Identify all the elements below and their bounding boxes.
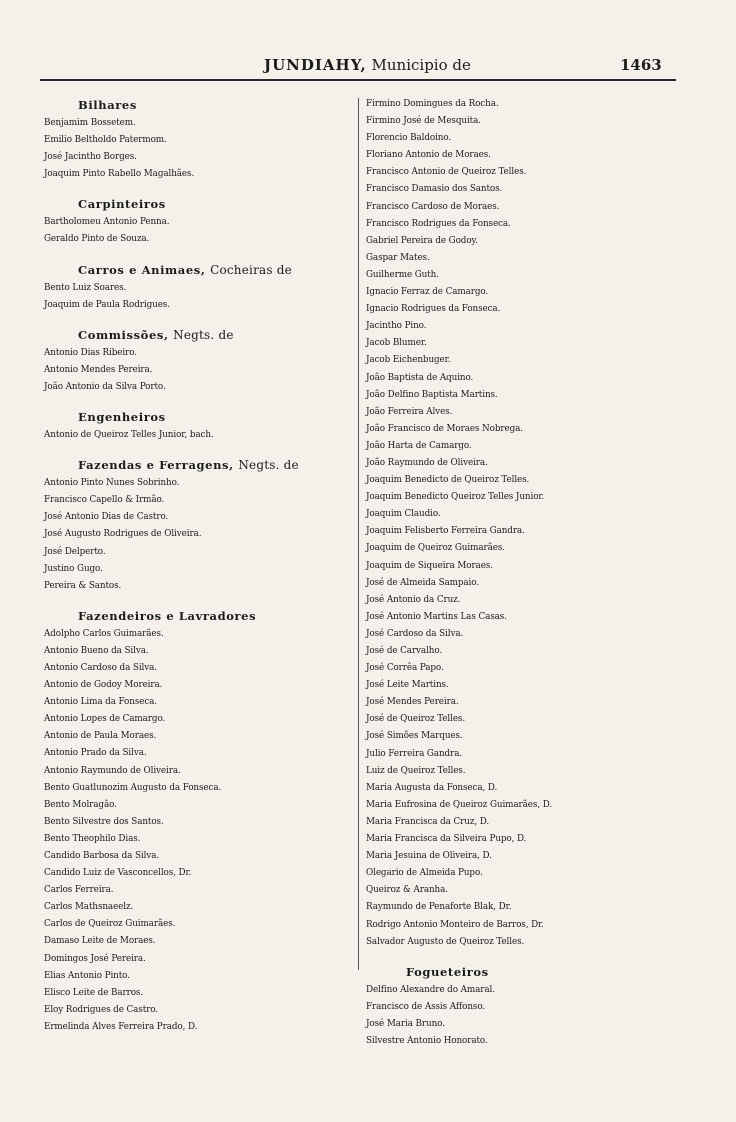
- directory-entry: Delfino Alexandre do Amaral.: [366, 984, 495, 995]
- directory-entry: Luiz de Queiroz Telles.: [366, 765, 466, 776]
- section-heading-sub: Negts. de: [238, 458, 299, 473]
- directory-entry: Olegario de Almeida Pupo.: [366, 868, 483, 879]
- directory-entry: José Maria Bruno.: [366, 1018, 445, 1029]
- directory-section: [44, 261, 362, 314]
- directory-entry: Floriano Antonio de Moraes.: [366, 150, 491, 161]
- directory-entry: Francisco Damasio dos Santos.: [366, 184, 503, 195]
- directory-entry: Firmino José de Mesquita.: [366, 116, 481, 127]
- directory-entry: Emilio Beltholdo Patermom.: [44, 135, 167, 146]
- header-descriptor: Municipio de: [371, 56, 471, 74]
- section-gap: [362, 951, 702, 963]
- directory-entry: Jacintho Pino.: [366, 321, 427, 332]
- section-heading: [44, 96, 362, 115]
- section-gap: [44, 249, 362, 261]
- section-heading-main: Fogueteiros: [406, 964, 489, 979]
- directory-entry: Florencio Baldoino.: [366, 133, 452, 144]
- directory-entry: Bento Molragão.: [44, 799, 117, 810]
- directory-entry: Antonio Mendes Pereira.: [44, 364, 153, 375]
- directory-entry: José Corrêa Papo.: [366, 663, 444, 674]
- directory-entry: José Antonio Martins Las Casas.: [366, 611, 507, 622]
- directory-entry: Ignacio Ferraz de Camargo.: [366, 287, 489, 298]
- directory-entry: João Baptista de Aquino.: [366, 372, 474, 383]
- directory-entry: Joaquim Benedicto de Queiroz Telles.: [366, 475, 530, 486]
- directory-entry: Rodrigo Antonio Monteiro de Barros, Dr.: [366, 919, 544, 930]
- directory-entry: Domingos José Pereira.: [44, 953, 146, 964]
- directory-entry: Maria Eufrosina de Queiroz Guimarães, D.: [366, 799, 553, 810]
- directory-entry: José Antonio da Cruz.: [366, 594, 461, 605]
- section-heading: [44, 195, 362, 214]
- directory-entry: Bento Luiz Soares.: [44, 282, 127, 293]
- directory-entry: João Raymundo de Oliveira.: [366, 457, 488, 468]
- directory-entry: Elias Antonio Pinto.: [44, 970, 130, 981]
- directory-entry: Joaquim Claudio.: [366, 509, 441, 520]
- directory-entry: José Cardoso da Silva.: [366, 628, 464, 639]
- directory-entry: Francisco Rodrigues da Fonseca.: [366, 218, 511, 229]
- section-gap: [44, 444, 362, 456]
- directory-entry: Antonio Raymundo de Oliveira.: [44, 765, 181, 776]
- directory-entry: José Leite Martins.: [366, 680, 449, 691]
- section-heading-sub: Negts. de: [173, 327, 234, 342]
- directory-entry: José Augusto Rodrigues de Oliveira.: [44, 529, 202, 540]
- directory-entry: Maria Francisca da Cruz, D.: [366, 816, 490, 827]
- directory-entry: Maria Francisca da Silveira Pupo, D.: [366, 834, 527, 845]
- page-number: 1463: [620, 56, 662, 74]
- directory-section: [44, 96, 362, 183]
- section-heading: [44, 261, 362, 280]
- directory-entry: Justino Gugo.: [44, 563, 103, 574]
- directory-entry: Antonio de Godoy Moreira.: [44, 680, 163, 691]
- directory-entry: Bartholomeu Antonio Penna.: [44, 217, 170, 228]
- directory-entry: Ignacio Rodrigues da Fonseca.: [366, 304, 501, 315]
- section-gap: [44, 595, 362, 607]
- section-heading-main: Carros e Animaes,: [78, 262, 206, 277]
- directory-entry: João Delfino Baptista Martins.: [366, 389, 498, 400]
- section-heading: [44, 326, 362, 345]
- directory-entry: Queiroz & Aranha.: [366, 885, 448, 896]
- directory-entry: Silvestre Antonio Honorato.: [366, 1035, 488, 1046]
- directory-entry: Jacob Eichenbuger.: [366, 355, 451, 366]
- section-heading-sub: Cocheiras de: [210, 262, 292, 277]
- directory-entry: Carlos Ferreira.: [44, 885, 114, 896]
- directory-entry: Ermelinda Alves Ferreira Prado, D.: [44, 1021, 198, 1032]
- directory-section: [44, 408, 362, 444]
- directory-entry: Elisco Leite de Barros.: [44, 987, 144, 998]
- directory-entry: Candido Luiz de Vasconcellos, Dr.: [44, 868, 192, 879]
- directory-entry: Bento Guatlunozim Augusto da Fonseca.: [44, 782, 222, 793]
- directory-entry: Carlos Mathsnaeelz.: [44, 902, 134, 913]
- directory-entry: Antonio de Paula Moraes.: [44, 731, 157, 742]
- directory-section: [44, 326, 362, 396]
- directory-entry: Joaquim de Queiroz Guimarães.: [366, 543, 505, 554]
- directory-entry: Antonio Cardoso da Silva.: [44, 662, 157, 673]
- section-gap: [44, 396, 362, 408]
- directory-entry: Carlos de Queiroz Guimarães.: [44, 919, 176, 930]
- directory-entry: Joaquim Benedicto Queiroz Telles Junior.: [366, 492, 545, 503]
- directory-entry: Eloy Rodrigues de Castro.: [44, 1004, 158, 1015]
- directory-entry: Gaspar Mates.: [366, 252, 430, 263]
- directory-section: [362, 963, 702, 1050]
- directory-entry: Damaso Leite de Moraes.: [44, 936, 156, 947]
- section-heading: [362, 963, 702, 982]
- directory-entry: Benjamim Bossetem.: [44, 118, 136, 128]
- directory-entry: José de Queiroz Telles.: [366, 714, 466, 725]
- directory-entry: Adolpho Carlos Guimarães.: [44, 628, 164, 639]
- directory-entry: Francisco Cardoso de Moraes.: [366, 201, 500, 212]
- directory-entry: Joaquim de Paula Rodrigues.: [44, 299, 170, 310]
- section-gap: [44, 314, 362, 326]
- section-gap: [44, 183, 362, 195]
- directory-entry: Pereira & Santos.: [44, 580, 122, 591]
- directory-entry: Maria Augusta da Fonseca, D.: [366, 782, 498, 793]
- section-heading-main: Fazendeiros e Lavradores: [78, 608, 257, 623]
- directory-section: [44, 456, 362, 595]
- directory-section: [44, 607, 362, 1036]
- directory-entry: José de Carvalho.: [366, 646, 443, 656]
- directory-entry: José de Almeida Sampaio.: [366, 577, 480, 588]
- directory-entry: Antonio de Queiroz Telles Junior, bach.: [44, 430, 214, 441]
- section-heading: [44, 607, 362, 626]
- directory-section: [362, 96, 702, 951]
- directory-entry: Joaquim Pinto Rabello Magalhães.: [44, 169, 195, 180]
- directory-entry: João Ferreira Alves.: [366, 406, 453, 417]
- directory-entry: Antonio Bueno da Silva.: [44, 645, 149, 656]
- section-heading: [44, 408, 362, 427]
- directory-entry: Antonio Pinto Nunes Sobrinho.: [44, 478, 180, 489]
- right-column: [362, 96, 702, 1050]
- directory-entry: Antonio Lopes de Camargo.: [44, 714, 166, 725]
- directory-entry: Raymundo de Penaforte Blak, Dr.: [366, 902, 512, 913]
- directory-entry: Salvador Augusto de Queiroz Telles.: [366, 936, 525, 947]
- left-column: [44, 96, 362, 1036]
- directory-entry: Bento Silvestre dos Santos.: [44, 816, 164, 827]
- section-heading-main: Engenheiros: [78, 410, 166, 425]
- directory-entry: Joaquim de Siqueira Moraes.: [366, 560, 493, 571]
- directory-entry: Bento Theophilo Dias.: [44, 833, 141, 844]
- directory-entry: José Antonio Dias de Castro.: [44, 512, 169, 523]
- running-title: [264, 56, 471, 74]
- directory-entry: Gabriel Pereira de Godoy.: [366, 235, 478, 246]
- directory-entry: Antonio Prado da Silva.: [44, 748, 147, 759]
- directory-entry: Maria Jesuina de Oliveira, D.: [366, 851, 492, 862]
- directory-entry: Antonio Lima da Fonseca.: [44, 697, 158, 708]
- directory-entry: João Antonio da Silva Porto.: [44, 381, 166, 392]
- section-heading-main: Commissões,: [78, 327, 169, 342]
- header-place: JUNDIAHY,: [264, 56, 367, 74]
- directory-entry: Antonio Dias Ribeiro.: [44, 347, 137, 358]
- directory-entry: Joaquim Felisberto Ferreira Gandra.: [366, 526, 525, 537]
- directory-entry: Francisco Capello & Irmão.: [44, 495, 165, 506]
- directory-entry: José Mendes Pereira.: [366, 697, 459, 708]
- directory-entry: José Delperto.: [44, 546, 106, 557]
- header-rule: [40, 79, 676, 81]
- directory-entry: Firmino Domingues da Rocha.: [366, 99, 499, 109]
- section-heading: [44, 456, 362, 475]
- directory-entry: Julio Ferreira Gandra.: [366, 748, 463, 759]
- directory-entry: Francisco de Assis Affonso.: [366, 1001, 486, 1012]
- directory-entry: Francisco Antonio de Queiroz Telles.: [366, 167, 527, 178]
- directory-entry: João Francisco de Moraes Nobrega.: [366, 423, 523, 434]
- directory-entry: Candido Barbosa da Silva.: [44, 851, 160, 861]
- directory-entry: João Harta de Camargo.: [366, 440, 472, 451]
- directory-entry: José Jacintho Borges.: [44, 152, 137, 163]
- directory-section: [44, 195, 362, 248]
- directory-entry: Geraldo Pinto de Souza.: [44, 234, 150, 245]
- section-heading-main: Fazendas e Ferragens,: [78, 458, 234, 473]
- directory-entry: José Simões Marques.: [366, 731, 463, 742]
- section-heading-main: Bilhares: [78, 98, 137, 112]
- page-header: [0, 56, 736, 78]
- directory-entry: Jacob Blumer.: [366, 338, 427, 349]
- section-heading-main: Carpinteiros: [78, 197, 166, 212]
- directory-entry: Guilherme Guth.: [366, 269, 439, 280]
